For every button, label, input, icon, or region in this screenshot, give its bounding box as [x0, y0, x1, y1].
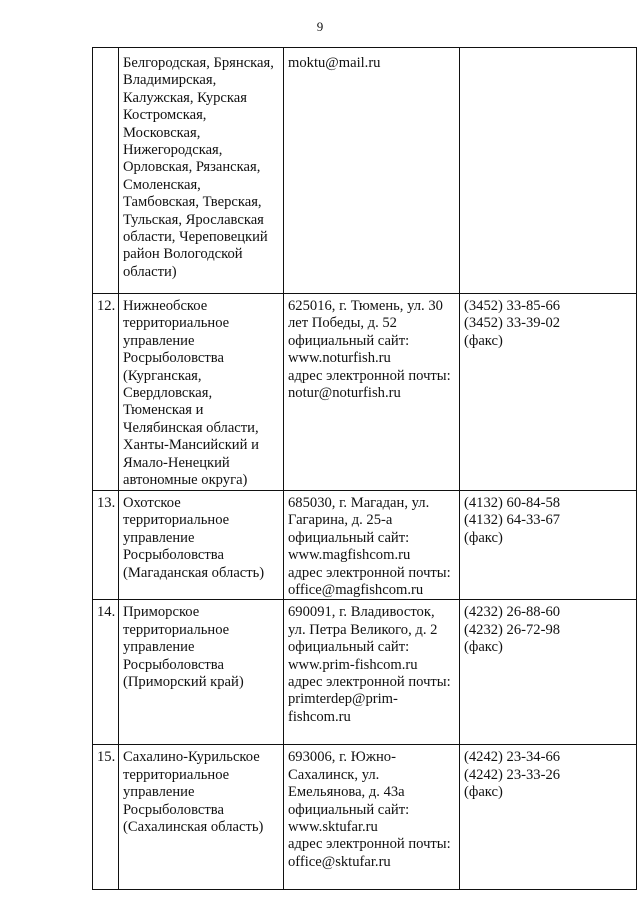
address-line: 685030, г. Магадан, ул.: [288, 495, 430, 511]
organization-name-line: Охотское: [123, 495, 181, 511]
address-line: office@magfishcom.ru: [288, 582, 424, 599]
address-line: официальный сайт:: [288, 529, 410, 546]
address-line: адрес электронной почты:: [288, 367, 451, 384]
address-line: ул. Петра Великого, д. 2: [288, 621, 438, 638]
organization-name-line: (Курганская,: [123, 367, 202, 384]
phone-line: (факс): [464, 332, 503, 349]
organization-name-line: территориальное: [123, 766, 230, 783]
table-row: [93, 491, 637, 600]
address-line: официальный сайт:: [288, 332, 410, 349]
organization-name-line: Челябинская области,: [123, 419, 259, 436]
organization-name-line: управление: [123, 529, 195, 546]
address-line: fishcom.ru: [288, 708, 351, 725]
phone-line: (3452) 33-85-66: [464, 298, 561, 314]
address-line: адрес электронной почты:: [288, 836, 451, 853]
organization-name-line: Росрыболовства: [123, 801, 224, 818]
address-cell: [284, 294, 460, 491]
organization-name-cell: [119, 491, 284, 600]
organization-name-line: Нижнеобское: [123, 298, 208, 314]
address-cell: [284, 600, 460, 745]
organization-name-line: территориальное: [123, 512, 230, 529]
organization-name-line: Владимирская,: [123, 72, 217, 89]
address-line: primterdep@prim-: [288, 691, 398, 708]
table-row: [93, 48, 637, 294]
organization-name-line: Ямало-Ненецкий: [123, 454, 230, 471]
table-row: [93, 294, 637, 491]
address-line: www.sktufar.ru: [288, 819, 378, 836]
organization-name-line: Росрыболовства: [123, 656, 224, 673]
address-line: www.noturfish.ru: [288, 350, 391, 367]
phone-cell: [460, 491, 637, 600]
organization-name-line: Тульская, Ярославская: [123, 211, 264, 228]
phone-line: (4242) 23-34-66: [464, 749, 561, 766]
organization-name-line: Приморское: [123, 604, 200, 621]
address-line: официальный сайт:: [288, 801, 410, 818]
organization-name-line: области, Череповецкий: [123, 229, 268, 246]
organization-name-line: автономные округа): [123, 472, 248, 489]
organization-name-line: управление: [123, 784, 195, 801]
phone-line: (4132) 60-84-58: [464, 495, 561, 511]
table-row: [93, 600, 637, 745]
phone-line: (факс): [464, 784, 503, 801]
row-number-cell: 15.: [93, 745, 119, 890]
phone-line: (4132) 64-33-67: [464, 512, 561, 529]
address-cell: [284, 491, 460, 600]
organization-name-cell: [119, 600, 284, 745]
organization-name-line: Белгородская, Брянская,: [123, 55, 274, 71]
phone-line: (факс): [464, 639, 503, 656]
organization-name-line: Нижегородская,: [123, 142, 223, 159]
address-line: www.magfishcom.ru: [288, 547, 411, 564]
phone-line: (факс): [464, 529, 503, 546]
address-cell: [284, 48, 460, 294]
organization-name-line: Московская,: [123, 124, 201, 141]
organization-name-line: Свердловская,: [123, 385, 213, 402]
phone-cell: [460, 745, 637, 890]
page-number: 9: [316, 19, 324, 34]
table-row: [93, 745, 637, 890]
address-line: адрес электронной почты:: [288, 564, 451, 581]
organization-name-line: район Вологодской: [123, 246, 243, 263]
address-line: Сахалинск, ул.: [288, 766, 380, 783]
address-line: Емельянова, д. 43а: [288, 784, 405, 801]
organization-name-line: Росрыболовства: [123, 547, 224, 564]
phone-line: (3452) 33-39-02: [464, 315, 561, 332]
organization-name-line: Сахалино-Курильское: [123, 749, 260, 766]
address-cell: [284, 745, 460, 890]
organization-name-line: Орловская, Рязанская,: [123, 159, 261, 176]
organization-name-line: (Сахалинская область): [123, 819, 264, 836]
organization-name-line: управление: [123, 332, 195, 349]
phone-cell: [460, 48, 637, 294]
address-line: адрес электронной почты:: [288, 674, 451, 691]
organization-name-cell: [119, 294, 284, 491]
organization-name-cell: [119, 745, 284, 890]
organization-name-line: Костромская,: [123, 107, 207, 124]
address-line: лет Победы, д. 52: [288, 315, 397, 332]
address-line: официальный сайт:: [288, 639, 410, 656]
organization-name-line: территориальное: [123, 315, 230, 332]
contacts-table: [92, 47, 637, 890]
address-line: www.prim-fishcom.ru: [288, 656, 418, 673]
row-number-cell: 14.: [93, 600, 119, 745]
organization-name-line: (Магаданская область): [123, 564, 265, 581]
organization-name-line: (Приморский край): [123, 674, 244, 691]
organization-name-cell: [119, 48, 284, 294]
row-number-cell: 12.: [93, 294, 119, 491]
phone-line: (4242) 23-33-26: [464, 766, 561, 783]
phone-line: (4232) 26-88-60: [464, 604, 561, 621]
row-number-cell: [93, 48, 119, 294]
organization-name-line: Смоленская,: [123, 176, 201, 193]
phone-cell: [460, 600, 637, 745]
organization-name-line: Тамбовская, Тверская,: [123, 194, 262, 211]
phone-line: (4232) 26-72-98: [464, 621, 561, 638]
row-number-cell: 13.: [93, 491, 119, 600]
address-line: 693006, г. Южно-: [288, 749, 396, 766]
organization-name-line: Тюменская и: [123, 402, 204, 419]
address-line: office@sktufar.ru: [288, 853, 391, 870]
address-line: 625016, г. Тюмень, ул. 30: [288, 298, 443, 314]
contacts-table-body: [93, 48, 637, 890]
address-line: Гагарина, д. 25-а: [288, 512, 393, 529]
organization-name-line: Ханты-Мансийский и: [123, 437, 259, 454]
organization-name-line: Росрыболовства: [123, 350, 224, 367]
address-line: moktu@mail.ru: [288, 55, 381, 71]
organization-name-line: управление: [123, 639, 195, 656]
phone-cell: [460, 294, 637, 491]
organization-name-line: территориальное: [123, 621, 230, 638]
address-line: 690091, г. Владивосток,: [288, 604, 435, 621]
organization-name-line: Калужская, Курская: [123, 89, 247, 106]
organization-name-line: области): [123, 263, 177, 280]
address-line: notur@noturfish.ru: [288, 385, 401, 402]
